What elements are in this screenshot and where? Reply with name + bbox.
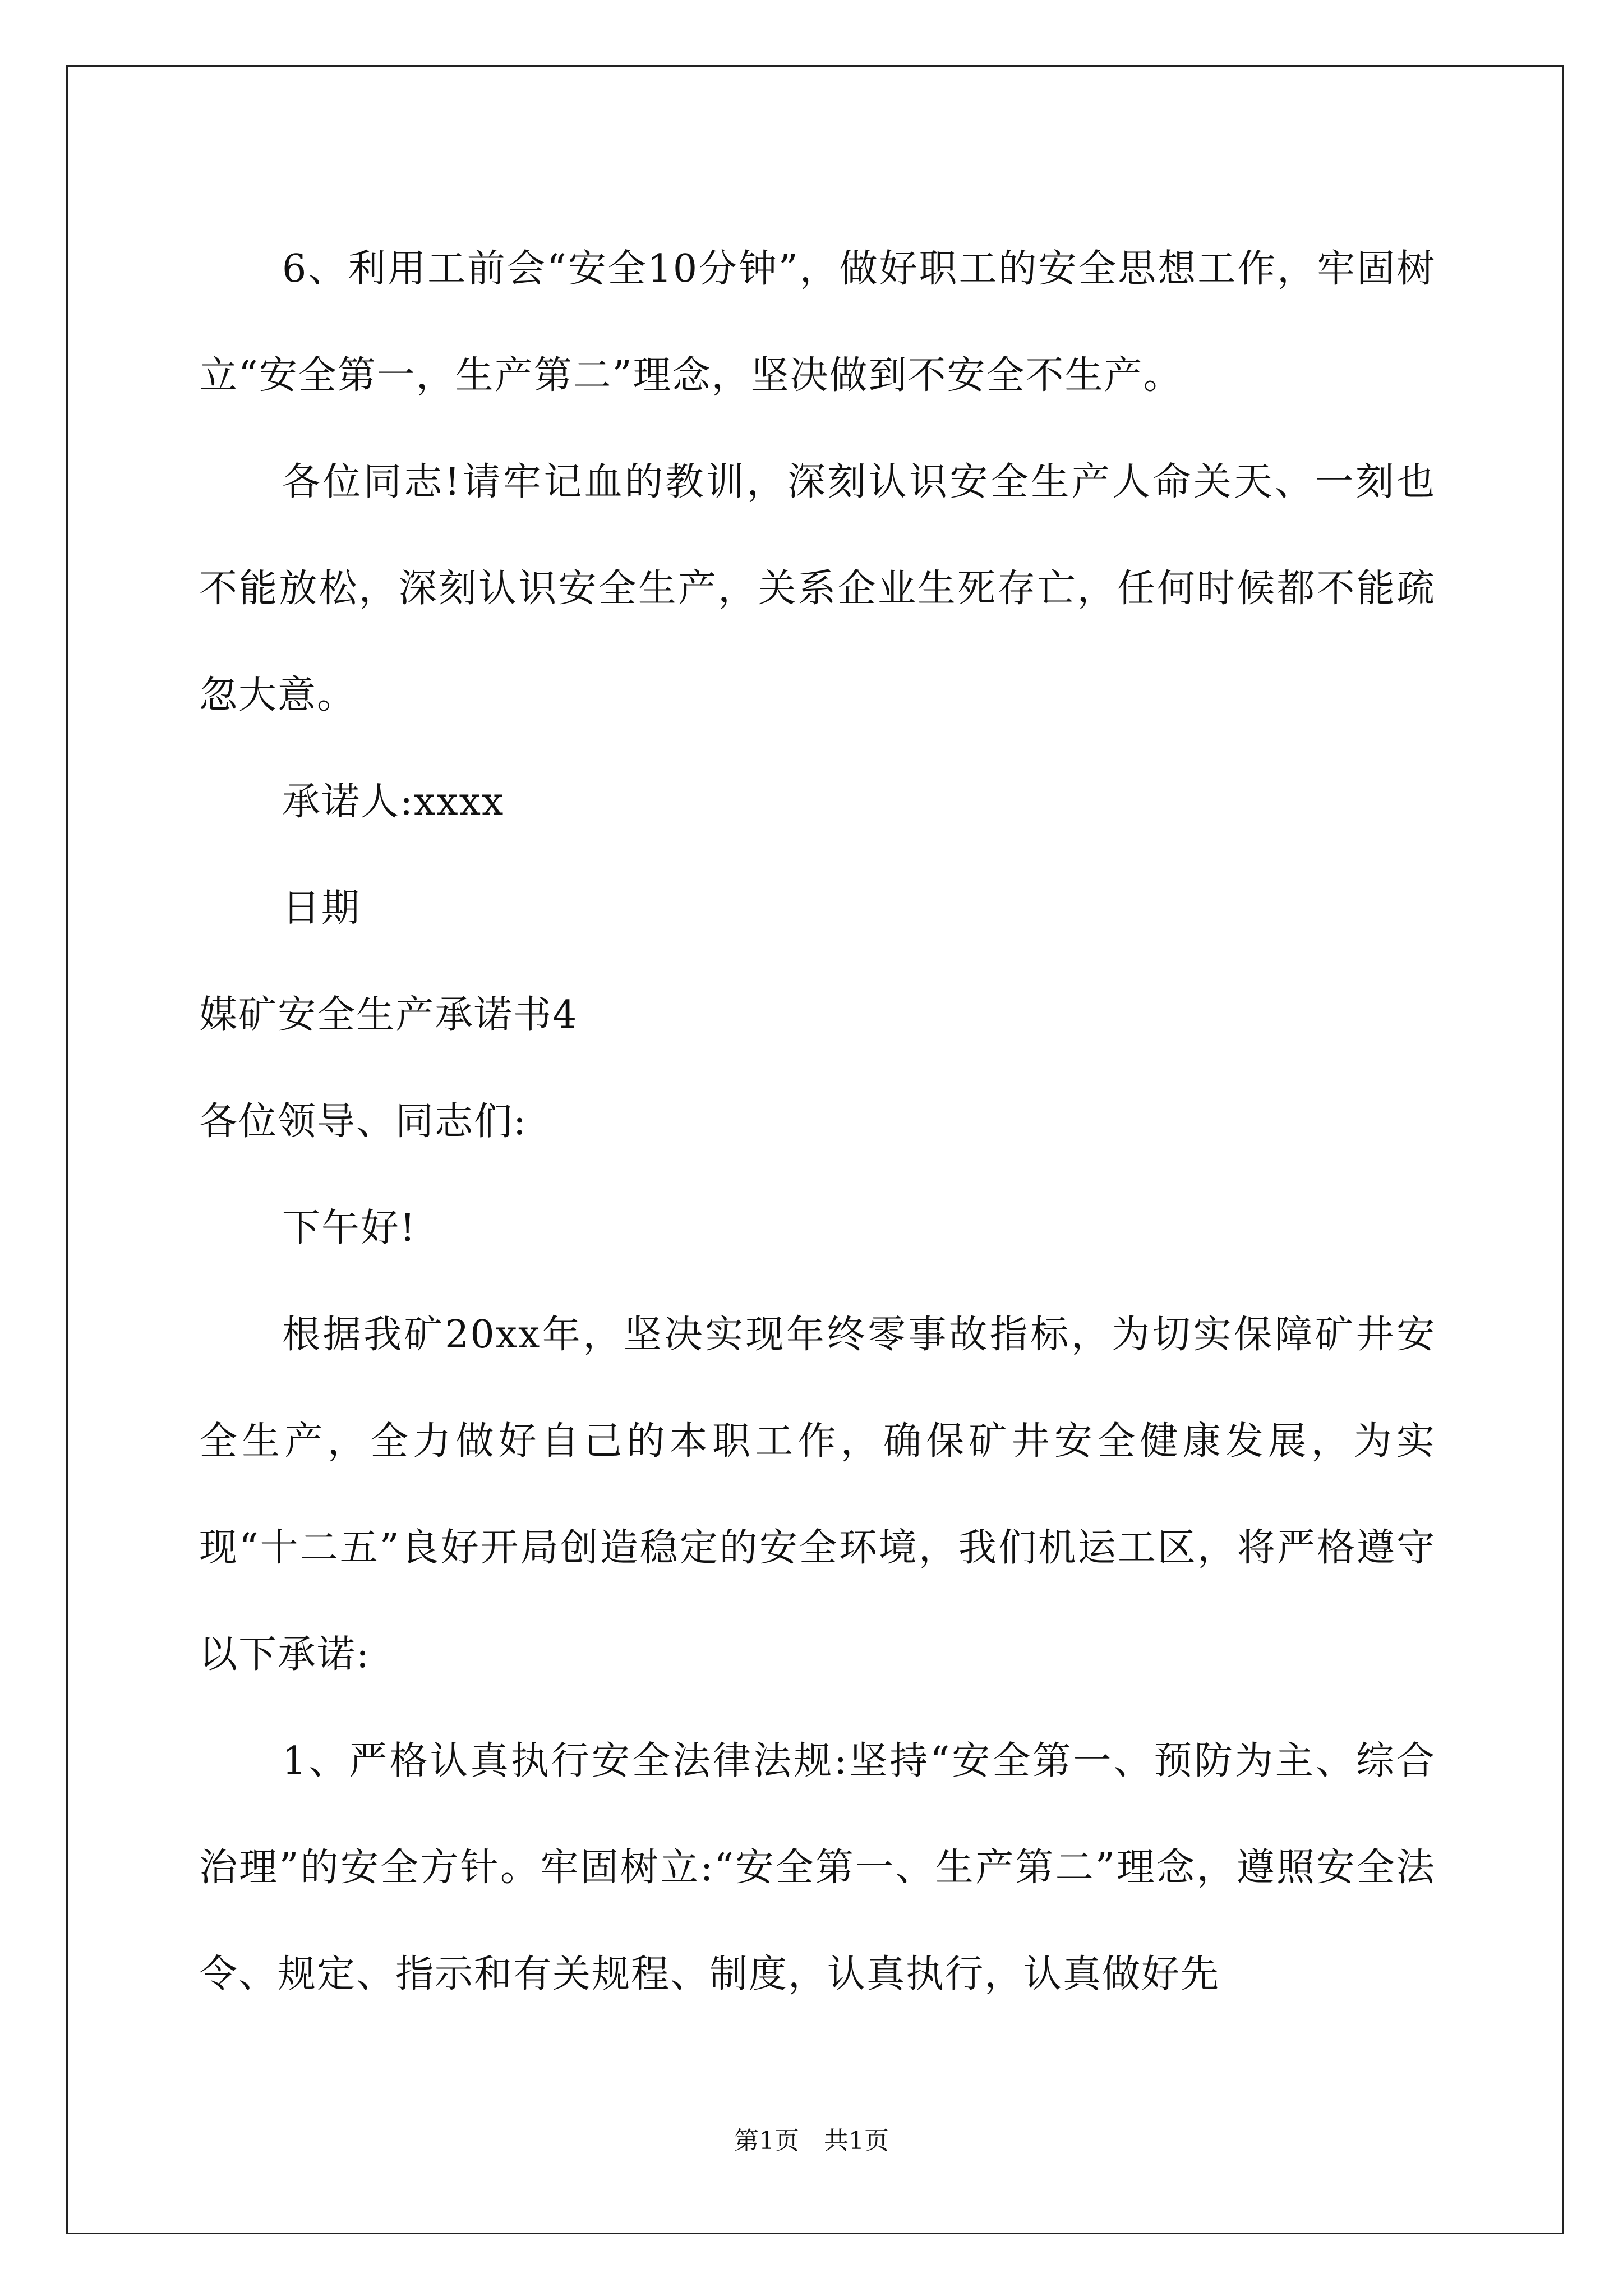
paragraph-item-6: 6、利用工前会“安全10分钟”，做好职工的安全思想工作，牢固树立“安全第一，生产第二”理念，坚决做到不安全不生产。 bbox=[199, 247, 1436, 398]
paragraph-introduction: 根据我矿20xx年，坚决实现年终零事故指标，为切实保障矿井安全生产，全力做好自己的本职工作，确保矿井安全健康发展，为实现“十二五”良好开局创造稳定的安全环境，我们机运工区，将严格遵守以下承诺: bbox=[199, 1313, 1436, 1677]
paragraph-safety-reminder: 各位同志!请牢记血的教训，深刻认识安全生产人命关天、一刻也不能放松，深刻认识安全生产，关系企业生死存亡，任何时候都不能疏忽大意。 bbox=[199, 460, 1436, 717]
document-body bbox=[199, 216, 1436, 2028]
greeting: 下午好! bbox=[282, 1206, 417, 1250]
paragraph-date: 日期 bbox=[282, 886, 361, 931]
section-title: 媒矿安全生产承诺书4 bbox=[199, 993, 578, 1037]
salutation: 各位领导、同志们: bbox=[199, 1099, 527, 1144]
page-footer: 第1页 共1页 bbox=[734, 2127, 889, 2155]
paragraph-promiser: 承诺人:xxxx bbox=[282, 780, 505, 824]
paragraph-item-1: 1、严格认真执行安全法律法规:坚持“安全第一、预防为主、综合治理”的安全方针。牢固树立:“安全第一、生产第二”理念，遵照安全法令、规定、指示和有关规程、制度，认真执行，认真做好先 bbox=[199, 1739, 1436, 1996]
